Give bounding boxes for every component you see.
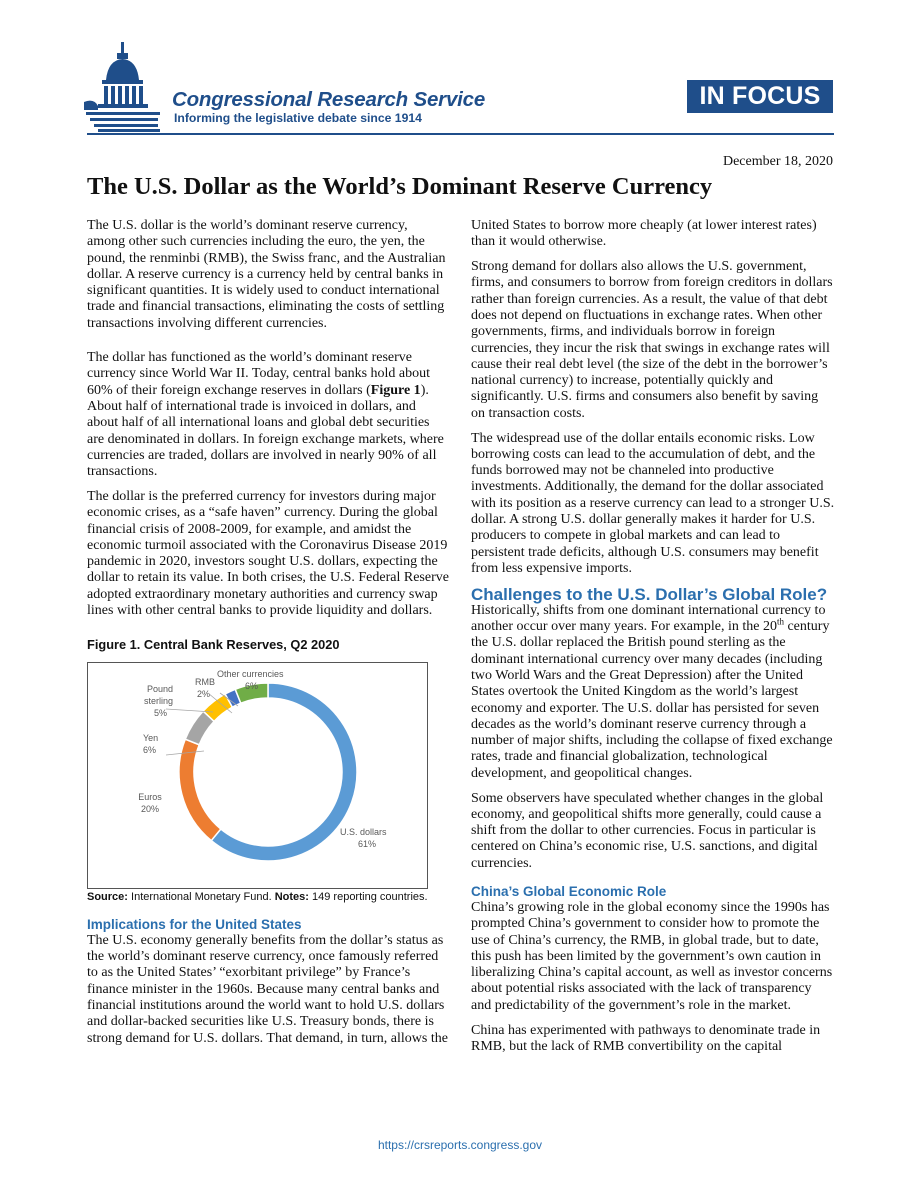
left-column — [87, 218, 449, 1055]
figure-source — [87, 889, 449, 905]
org-name: Congressional Research Service — [172, 88, 486, 111]
right-column — [471, 218, 835, 1064]
paragraph: The U.S. economy generally benefits from the dollar’s status as the world’s dominant reserve currency, once famously referred to as the United States’ “exorbitant privilege” by France’s finance minister in the 1960s. Because many central banks and financial institutions around the world want to hold U.S. dollars and dollar-backed securities like U.S. Treasury bonds, there is strong demand for U.S. dollars. That demand, in turn, allows the — [87, 932, 448, 1046]
notes-label: Notes: — [274, 890, 309, 903]
slice-label-pound-sterling: Pound sterling 5% — [144, 683, 174, 718]
paragraph: China has experimented with pathways to denominate trade in RMB, but the lack of RMB convertibility on the capital — [471, 1022, 821, 1054]
page-header — [0, 0, 920, 140]
header-divider — [87, 133, 834, 135]
figure-chart-frame — [87, 662, 428, 889]
publication-date: December 18, 2020 — [722, 154, 833, 169]
source-text: International Monetary Fund. — [127, 890, 275, 903]
notes-text: 149 reporting countries. — [308, 890, 428, 903]
source-label: Source: — [87, 890, 128, 903]
donut-slice-euros — [179, 739, 221, 840]
paragraph: The dollar is the preferred currency for investors during major economic crises, as a “safe haven” currency. During the global financial crisis of 2008-2009, for example, and amidst the economic turmoil associated with the Coronavirus Disease 2019 pandemic in 2020, investors sought U.S. dollars, expecting the dollar to retain its value. In both crises, the U.S. Federal Reserve adopted extraordinary monetary authorities and currency swap lines with other central banks to provide liquidity and dollars. — [87, 488, 449, 619]
paragraph: The widespread use of the dollar entails economic risks. Low borrowing costs can lead to the accumulation of debt, and the funds borrowed may not be channeled into productive investments. Additionally, the demand for the dollar associated with its position as a reserve currency can lead to a stronger U.S. dollar. A strong U.S. dollar generally makes it harder for U.S. producers to compete in global markets and can lead to persistent trade deficits, although U.S. consumers may benefit from less expensive imports. — [471, 430, 835, 576]
slice-label-rmb: RMB 2% — [195, 676, 215, 699]
paragraph — [87, 350, 449, 480]
paragraph-text: Historically, shifts from one dominant international currency to another occur over many years. For example, in the 20 — [471, 602, 826, 635]
slice-label-yen: Yen 6% — [143, 732, 159, 755]
donut-slice-u-s-dollars — [211, 683, 357, 861]
in-focus-badge: IN FOCUS — [687, 80, 833, 113]
paragraph-text: century the U.S. dollar replaced the British pound sterling as the dominant international currency over many decades (including two World Wars and the Great Depression) after the United States overtook the United Kingdom as the world’s largest economy and exporter. The U.S. dollar has persisted for seven decades as the world’s dominant reserve currency through a number of major shifts, including the collapse of fixed exchange rates, trade and financial globalization, technological development, and geopolitical changes. — [471, 619, 833, 781]
capitol-dome-logo-icon — [84, 40, 166, 132]
donut-chart — [88, 663, 427, 888]
section-heading: China’s Global Economic Role — [471, 883, 667, 899]
paragraph: United States to borrow more cheaply (at lower interest rates) than it would otherwise. — [471, 218, 817, 250]
section-heading: Implications for the United States — [87, 916, 302, 932]
slice-label-u-s-dollars: U.S. dollars 61% — [340, 826, 387, 849]
paragraph: Strong demand for dollars also allows the U.S. government, firms, and consumers to borrow from foreign creditors in dollars rather than foreign currencies. As a result, the value of that debt does not depend on fluctuations in exchange rates. When other governments, firms, and individuals borrow in foreign currencies, they incur the risk that swings in exchange rates will cause their real debt level (the size of the debt in the borrower’s national currency) to increase, potentially quickly and significantly. U.S. firms and consumers also benefit by saving on transaction costs. — [471, 259, 833, 421]
paragraph: China’s growing role in the global economy since the 1990s has prompted China’s government to consider how to promote the use of China’s currency, the RMB, in global trade, but to date, this push has been limited by the government’s own caution in liberalizing China’s capital account, as well as investor concerns about potential risks associated with the lack of transparency and predictability of the government’s role in the market. — [471, 899, 833, 1013]
footer-url-link[interactable]: https://crsreports.congress.gov — [377, 1138, 543, 1152]
superscript: th — [776, 616, 784, 627]
figure-title: Figure 1. Central Bank Reserves, Q2 2020 — [87, 637, 340, 653]
paragraph-text: ). About half of international trade is invoiced in dollars, and about half of all international loans and global debt securities are denominated in dollars. In foreign exchange markets, where currencies are traded, dollars are involved in nearly 90% of all transactions. — [87, 382, 444, 480]
paragraph-text: The dollar has functioned as the world’s dominant reserve currency since World War II. Today, central banks hold about 60% of their foreign exchange reserves in dollars ( — [87, 350, 431, 398]
section-heading: Challenges to the U.S. Dollar’s Global Role? — [471, 584, 828, 604]
slice-label-euros: Euros 20% — [138, 791, 162, 814]
paragraph: The U.S. dollar is the world’s dominant reserve currency, among other such currencies including the euro, the yen, the pound, the renminbi (RMB), the Swiss franc, and the Australian dollar. A reserve currency is a currency held by central banks in significant quantities. It is widely used to conduct international trade and financial transactions, eliminating the costs of settling transactions involving different currencies. — [87, 218, 446, 331]
paragraph — [471, 603, 835, 782]
org-tagline: Informing the legislative debate since 1914 — [174, 111, 422, 125]
slice-label-other-currencies: Other currencies 6% — [217, 668, 284, 691]
page-title: The U.S. Dollar as the World’s Dominant Reserve Currency — [87, 173, 713, 200]
figure-reference-link[interactable]: Figure 1 — [370, 382, 421, 398]
paragraph: Some observers have speculated whether changes in the global economy, and geopolitical shifts more generally, could cause a shift from the dollar to other currencies. Focus in particular is centered on China’s economic rise, U.S. sanctions, and digital currencies. — [471, 790, 824, 871]
